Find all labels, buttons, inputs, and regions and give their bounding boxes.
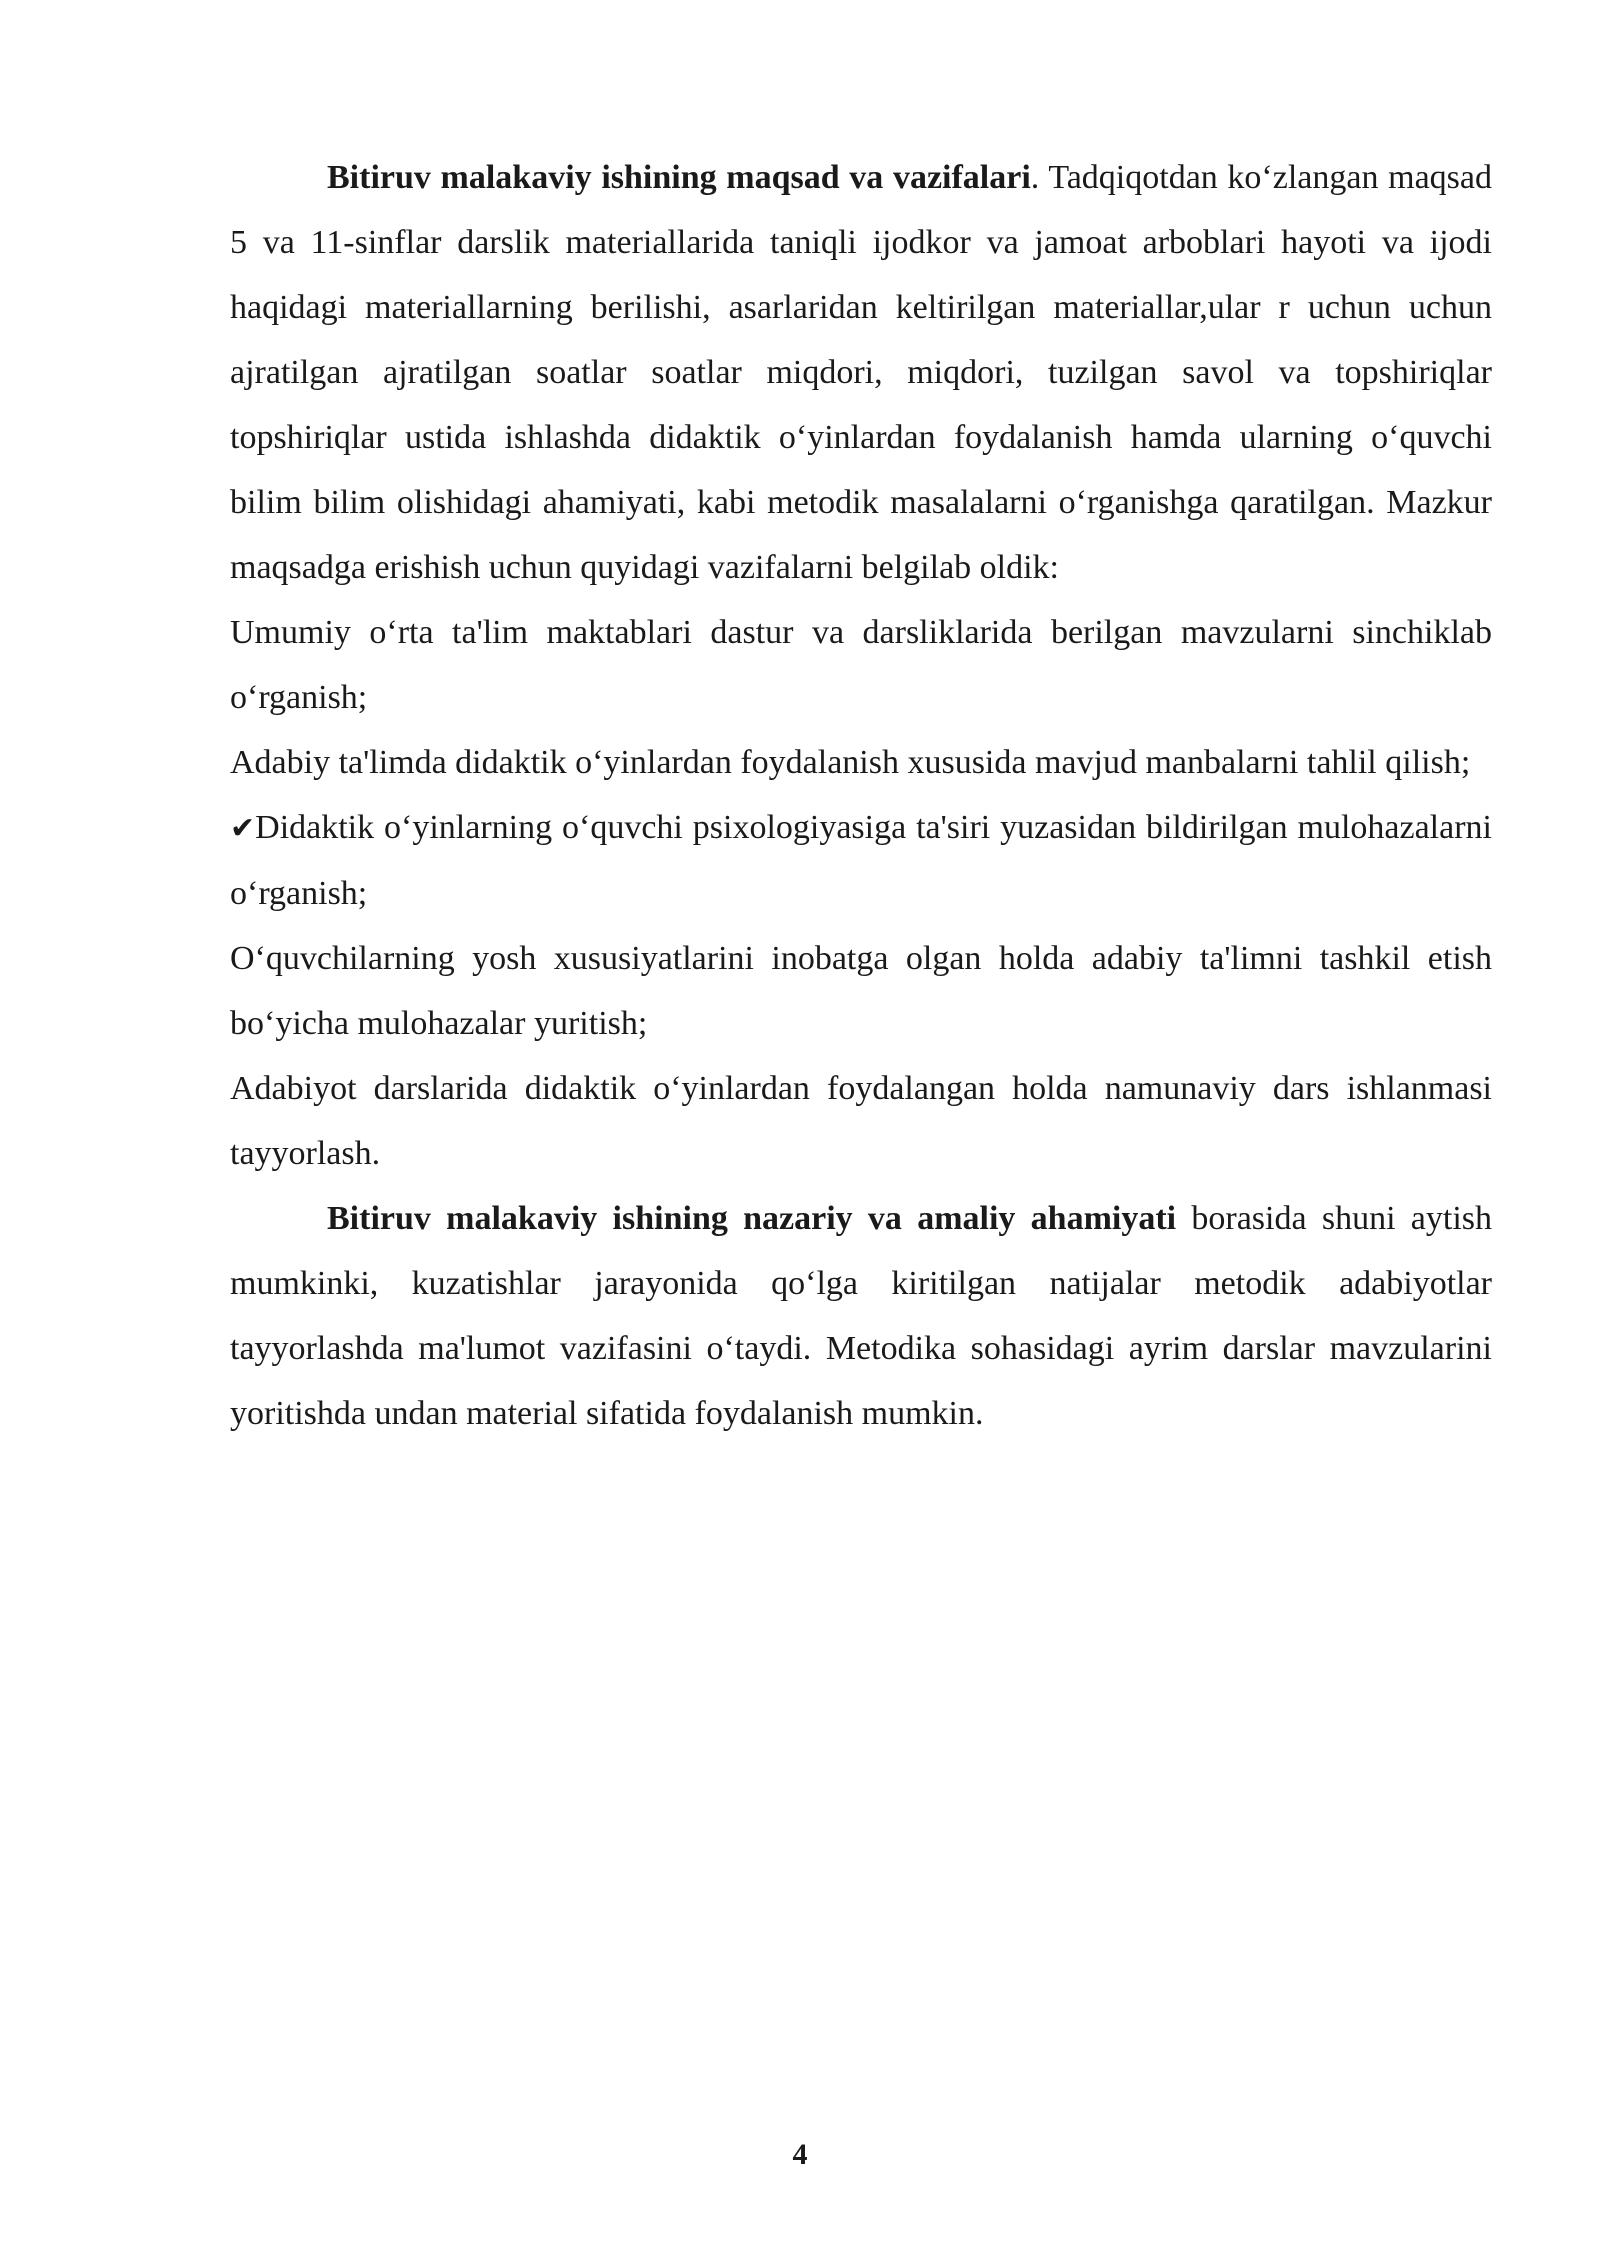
task-item-3	[230, 795, 1492, 926]
task-item-1: Umumiy o‘rta ta'lim maktablari dastur va darsliklarida berilgan mavzularni sinchiklab o‘rganish;	[230, 614, 1492, 716]
aims-text: . Tadqiqotdan ko‘zlangan maqsad 5 va 11-sinflar darslik materiallarida taniqli ijodkor va jamoat arboblari hayoti va ijodi haqidagi materiallarning berilishi, asarlaridan keltirilgan materiallar,ular r uchun uchun ajratilgan ajratilgan soatlar soatlar miqdori, miqdori, tuzilgan savol va topshiriqlar topshiriqlar ustida ishlashda didaktik o‘yinlardan foydalanish hamda ularning o‘quvchi bilim bilim olishidagi ahamiyati, kabi metodik masalalarni o‘rganishga qaratilgan. Mazkur maqsadga erishish uchun quyidagi vazifalarni belgilab oldik:	[230, 159, 1492, 586]
task-item-2: Adabiy ta'limda didaktik o‘yinlardan foydalanish xususida mavjud manbalarni tahlil qilish;	[230, 744, 1471, 781]
page-content	[230, 145, 1492, 1446]
task-item-3-text: Didaktik o‘yinlarning o‘quvchi psixologiyasiga ta'siri yuzasidan bildirilgan mulohazalarni o‘rganish;	[230, 809, 1492, 912]
task-item-4: O‘quvchilarning yosh xususiyatlarini inobatga olgan holda adabiy ta'limni tashkil etish bo‘yicha mulohazalar yuritish;	[230, 940, 1492, 1042]
significance-title: Bitiruv malakaviy ishining nazariy va amaliy ahamiyati	[327, 1200, 1177, 1237]
aims-title: Bitiruv malakaviy ishining maqsad va vazifalari	[327, 159, 1031, 196]
significance-text: borasida shuni aytish mumkinki, kuzatishlar jarayonida qo‘lga kiritilgan natijalar metodik adabiyotlar tayyorlashda ma'lumot vazifasini o‘taydi. Metodika sohasidagi ayrim darslar mavzularini yoritishda undan material sifatida foydalanish mumkin.	[230, 1200, 1493, 1432]
task-item-5: Adabiyot darslarida didaktik o‘yinlardan foydalangan holda namunaviy dars ishlanmasi tayyorlash.	[230, 1070, 1492, 1172]
aims-paragraph	[230, 145, 1492, 600]
significance-paragraph	[230, 1186, 1492, 1446]
page-number: 4	[792, 2138, 808, 2171]
check-mark-icon: ✔	[230, 811, 256, 846]
